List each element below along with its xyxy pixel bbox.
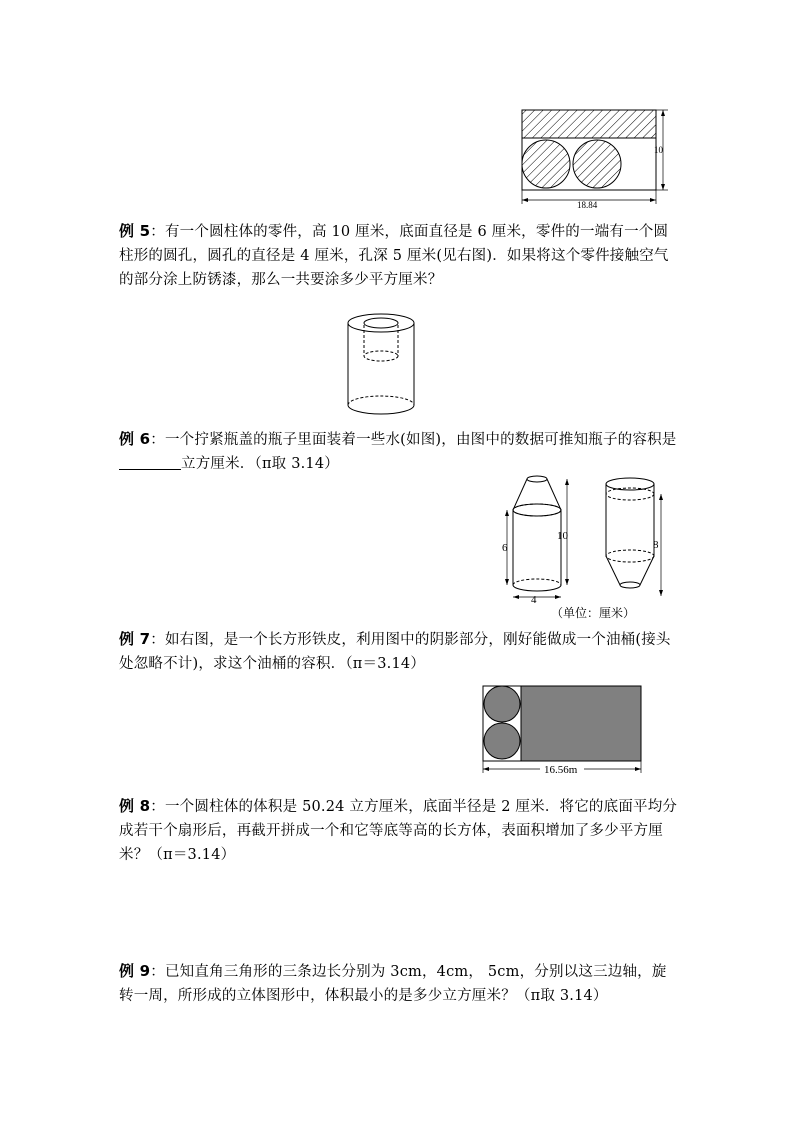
figure-oil-drum-sheet bbox=[480, 683, 645, 777]
hatched-circle-right bbox=[573, 140, 621, 188]
problem-6 bbox=[119, 427, 679, 476]
problem-7-label: 例 7 bbox=[119, 630, 151, 648]
problem-6-text-a: ：一个拧紧瓶盖的瓶子里面装着一些水(如图)，由图中的数据可推知瓶子的容积是 bbox=[150, 432, 677, 448]
shaded-rectangle bbox=[521, 686, 641, 761]
problem-8-label: 例 8 bbox=[119, 797, 151, 815]
problem-8 bbox=[119, 794, 679, 867]
problem-9-label: 例 9 bbox=[119, 962, 151, 980]
problem-5-text: ：有一个圆柱体的零件，高 10 厘米，底面直径是 6 厘米，零件的一端有一个圆柱形的圆孔，圆孔的直径是 4 厘米，孔深 5 厘米(见右图)．如果将这个零件接触空气的部分涂上防锈漆，那么一共要涂多少平方厘米？ bbox=[119, 224, 669, 288]
shaded-circle-bottom bbox=[484, 723, 520, 759]
height-label: 10 bbox=[654, 145, 663, 155]
figure-hatched-sheet bbox=[515, 104, 675, 210]
answer-blank[interactable] bbox=[119, 455, 181, 470]
problem-6-text-b: 立方厘米．（π取 3.14） bbox=[181, 456, 339, 472]
air-height-label: 8 bbox=[653, 539, 659, 551]
problem-7 bbox=[119, 627, 679, 676]
hole-top bbox=[364, 318, 398, 328]
sheet-width-label: 16.56m bbox=[544, 764, 578, 776]
figure-cylinder-with-hole bbox=[345, 312, 421, 416]
problem-9 bbox=[119, 959, 679, 1008]
hatched-circle-left bbox=[522, 140, 570, 188]
problem-6-label: 例 6 bbox=[119, 430, 151, 448]
diameter-label: 4 bbox=[531, 594, 537, 606]
problem-5 bbox=[119, 219, 679, 292]
total-height-label: 10 bbox=[557, 530, 568, 542]
problem-9-text: ：已知直角三角形的三条边长分别为 3cm，4cm， 5cm，分别以这三边轴，旋转一周，所形成的立体图形中，体积最小的是多少立方厘米？（π取 3.14） bbox=[119, 964, 667, 1004]
problem-8-text: ：一个圆柱体的体积是 50.24 立方厘米，底面半径是 2 厘米．将它的底面平均分成若干个扇形后，再截开拼成一个和它等底等高的长方体，表面积增加了多少平方厘米？（π＝3.14） bbox=[119, 799, 678, 863]
width-label: 18.84 bbox=[577, 200, 598, 210]
unit-note: （单位：厘米） bbox=[551, 606, 636, 620]
shaded-circle-top bbox=[484, 686, 520, 722]
problem-7-text: ：如右图，是一个长方形铁皮，利用图中的阴影部分，刚好能做成一个油桶(接头处忽略不计)，求这个油桶的容积．（π＝3.14） bbox=[119, 632, 671, 672]
hatched-strip bbox=[522, 110, 656, 138]
figure-bottles bbox=[495, 472, 665, 624]
water-surface-inverted bbox=[606, 550, 654, 562]
water-height-label: 6 bbox=[502, 542, 508, 554]
problem-5-label: 例 5 bbox=[119, 222, 151, 240]
